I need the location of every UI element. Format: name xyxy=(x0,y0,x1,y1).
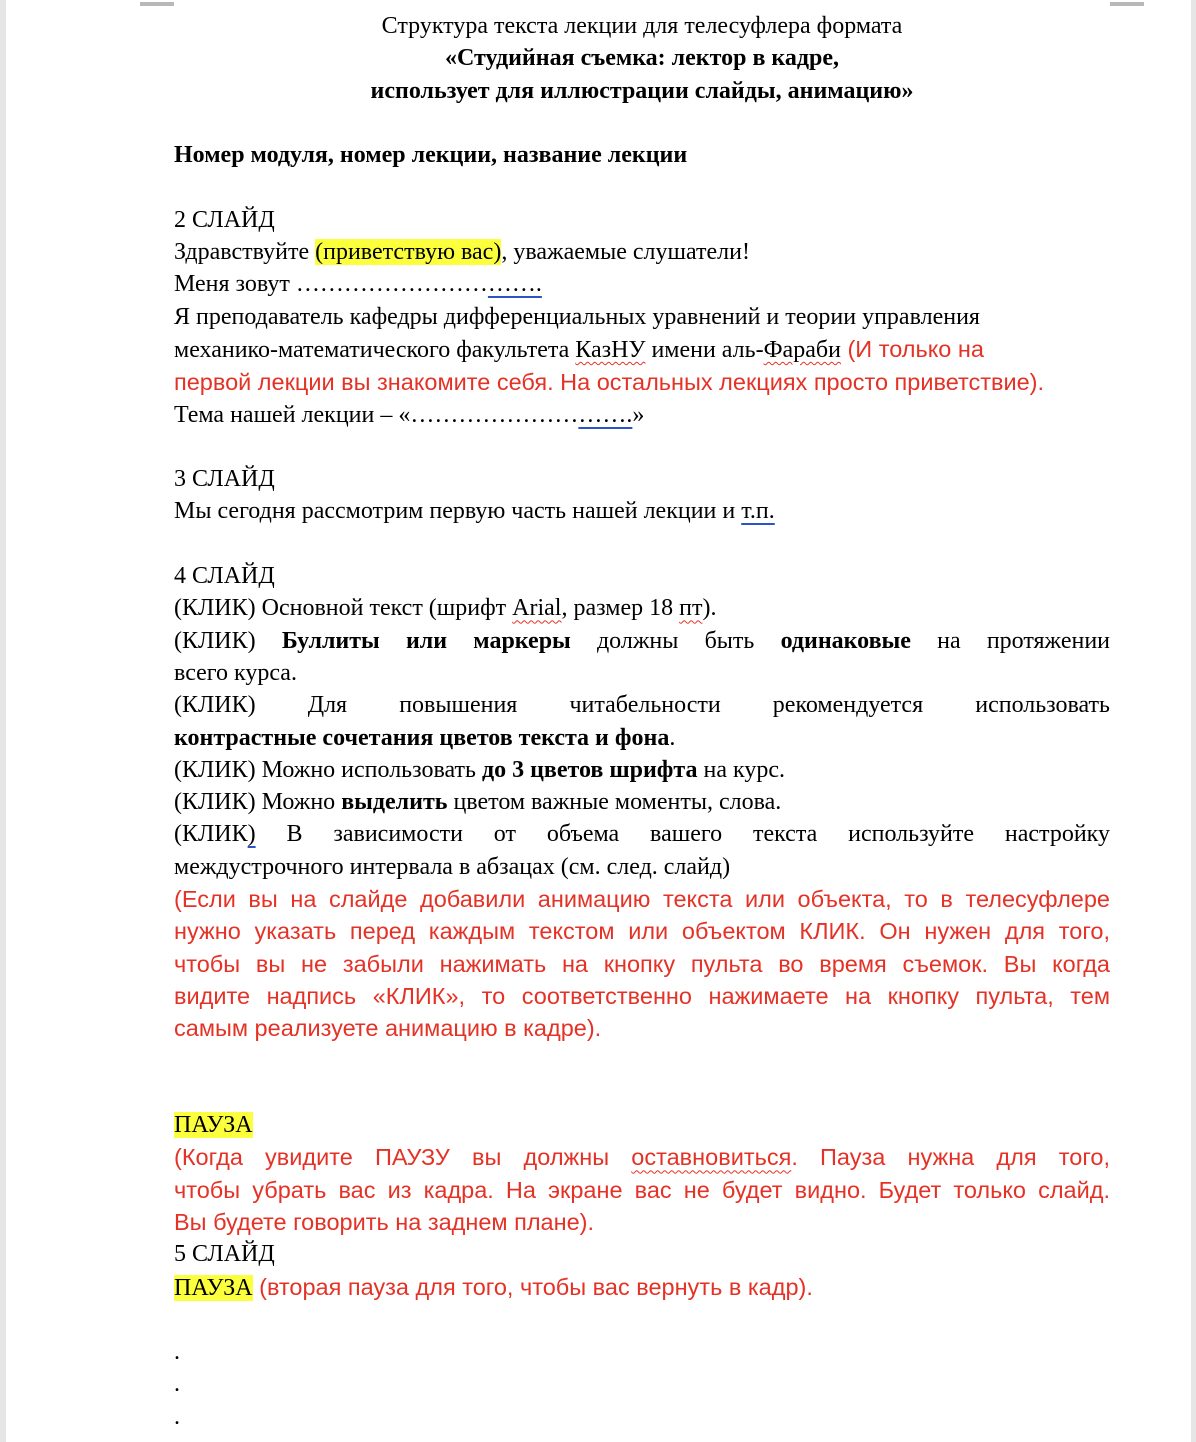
topic-prefix: Тема нашей лекции – « xyxy=(174,401,411,428)
title-line-1: Структура текста лекции для телесуфлера формата xyxy=(381,13,903,39)
bold-text: одинаковые xyxy=(780,627,911,654)
click-line-2-cont: всего курса. xyxy=(174,659,297,686)
topic-suffix: » xyxy=(632,401,645,428)
spellcheck-word-arial: Arial xyxy=(512,595,562,622)
bold-text: выделить xyxy=(341,789,448,816)
intro-line-2 xyxy=(174,333,1110,366)
slide-label: 5 СЛАЙД xyxy=(174,1241,275,1268)
page-edge-left xyxy=(0,0,6,1442)
text: В зависимости от объема вашего текста используйте настройку xyxy=(255,821,1110,848)
margin-marker-left xyxy=(140,2,174,6)
pause-label: ПАУЗА xyxy=(174,1112,253,1139)
pause-note-2: чтобы убрать вас из кадра. На экране вас не будет видно. Будет только слайд. xyxy=(174,1176,1110,1203)
name-placeholder-underlined: ……. xyxy=(487,271,542,298)
text: (КЛИК) Можно xyxy=(174,789,342,816)
spellcheck-word: оставновиться xyxy=(631,1144,792,1171)
instruction-note: (И только на xyxy=(840,335,984,362)
click-line-4 xyxy=(174,754,1110,786)
page-edge-right xyxy=(1191,0,1196,1442)
margin-marker-right xyxy=(1110,2,1144,6)
text: на протяжении xyxy=(910,627,1111,654)
highlighted-phrase: (приветствую вас) xyxy=(315,239,502,266)
greeting-text: Здравствуйте xyxy=(174,239,316,266)
intro-text-mid: имени аль- xyxy=(645,336,764,363)
text: должны быть xyxy=(570,627,781,654)
spellcheck-word-kaznu: КазНУ xyxy=(575,336,646,363)
bold-text: контрастные сочетания цветов текста и фона xyxy=(174,724,670,751)
document-page xyxy=(174,0,1110,1433)
animation-note-1: (Если вы на слайде добавили анимацию текста или объекта, то в телесуфлере xyxy=(174,886,1110,913)
pause-note-3: Вы будете говорить на заднем плане). xyxy=(174,1208,595,1235)
spellcheck-word-pt: пт xyxy=(679,595,703,622)
text: (КЛИК) Основной текст (шрифт xyxy=(174,595,513,622)
click-line-3: (КЛИК) Для повышения читабельности рекомендуется использовать xyxy=(174,692,1110,719)
pause-2-line xyxy=(174,1271,1110,1304)
slide-label: 4 СЛАЙД xyxy=(174,563,275,590)
greeting-line xyxy=(174,236,1110,268)
click-line-5 xyxy=(174,786,1110,818)
spellcheck-word-farabi: Фараби xyxy=(763,336,841,363)
slide-3-sentence: Мы сегодня рассмотрим первую часть нашей лекции и xyxy=(174,498,742,525)
click-line-6 xyxy=(174,818,1110,850)
text: , размер 18 xyxy=(561,595,680,622)
name-line xyxy=(174,268,1110,300)
bold-text: до 3 цветов шрифта xyxy=(481,756,698,783)
click-line-3-cont xyxy=(174,722,1110,754)
topic-line xyxy=(174,399,1110,431)
animation-note-2: нужно указать перед каждым текстом или объектом КЛИК. Он нужен для того, xyxy=(174,918,1110,945)
click-line-1 xyxy=(174,592,1110,624)
slide-label: 2 СЛАЙД xyxy=(174,206,275,233)
click-line-2 xyxy=(174,625,1110,657)
text: на курс. xyxy=(697,756,785,783)
topic-placeholder: ………………… xyxy=(410,401,579,428)
animation-note-5: самым реализуете анимацию в кадре). xyxy=(174,1015,602,1042)
text: (КЛИК) xyxy=(174,627,282,654)
slide-3-text xyxy=(174,495,1110,527)
text: (Когда увидите ПАУЗУ вы должны xyxy=(174,1144,632,1171)
pause-section xyxy=(174,1109,1110,1238)
title-line-2: «Студийная съемка: лектор в кадре, xyxy=(444,45,840,72)
text: . xyxy=(669,724,676,751)
slide-4-section xyxy=(174,560,1110,1044)
animation-note-4: видите надпись «КЛИК», то соответственно нажимаете на кнопку пульта, тем xyxy=(174,982,1110,1009)
slide-2-section xyxy=(174,204,1110,431)
name-placeholder: …………………… xyxy=(295,271,488,298)
slide-label: 3 СЛАЙД xyxy=(174,466,275,493)
dot: . xyxy=(174,1371,180,1398)
instruction-note-line: первой лекции вы знакомите себя. На остальных лекциях просто приветствие). xyxy=(174,369,1045,396)
title-line-3: использует для иллюстрации слайды, анимацию» xyxy=(370,77,914,104)
intro-line-1: Я преподаватель кафедры дифференциальных уравнений и теории управления xyxy=(174,303,980,330)
name-prefix: Меня зовут xyxy=(174,271,296,298)
bold-text: Буллиты или маркеры xyxy=(281,627,571,654)
pause-note-1 xyxy=(174,1141,1110,1173)
dot: . xyxy=(174,1339,180,1366)
greeting-text-end: , уважаемые слушатели! xyxy=(501,239,750,266)
grammar-flag-tp: т.п. xyxy=(741,498,775,525)
slide-5-section xyxy=(174,1238,1110,1304)
document-title xyxy=(174,0,1110,107)
grammar-flag: ) xyxy=(247,821,256,848)
intro-text: механико-математического факультета xyxy=(174,336,576,363)
pause-label: ПАУЗА xyxy=(174,1274,253,1301)
pause-note: (вторая пауза для того, чтобы вас вернуть в кадр). xyxy=(252,1273,813,1300)
animation-note-3: чтобы вы не забыли нажимать на кнопку пульта во время съемок. Вы когда xyxy=(174,950,1110,977)
text: (КЛИК xyxy=(174,821,248,848)
text: (КЛИК) Можно использовать xyxy=(174,756,482,783)
click-line-6-cont: междустрочного интервала в абзацах (см. след. слайд) xyxy=(174,853,731,880)
ellipsis-dots xyxy=(174,1336,1110,1433)
dot: . xyxy=(174,1403,180,1430)
text: ). xyxy=(702,595,717,622)
slide-3-section xyxy=(174,463,1110,528)
topic-placeholder-underlined: ……. xyxy=(578,401,633,428)
module-heading: Номер модуля, номер лекции, название лекции xyxy=(174,142,688,169)
text: . Пауза нужна для того, xyxy=(791,1144,1110,1171)
text: цветом важные моменты, слова. xyxy=(447,789,782,816)
